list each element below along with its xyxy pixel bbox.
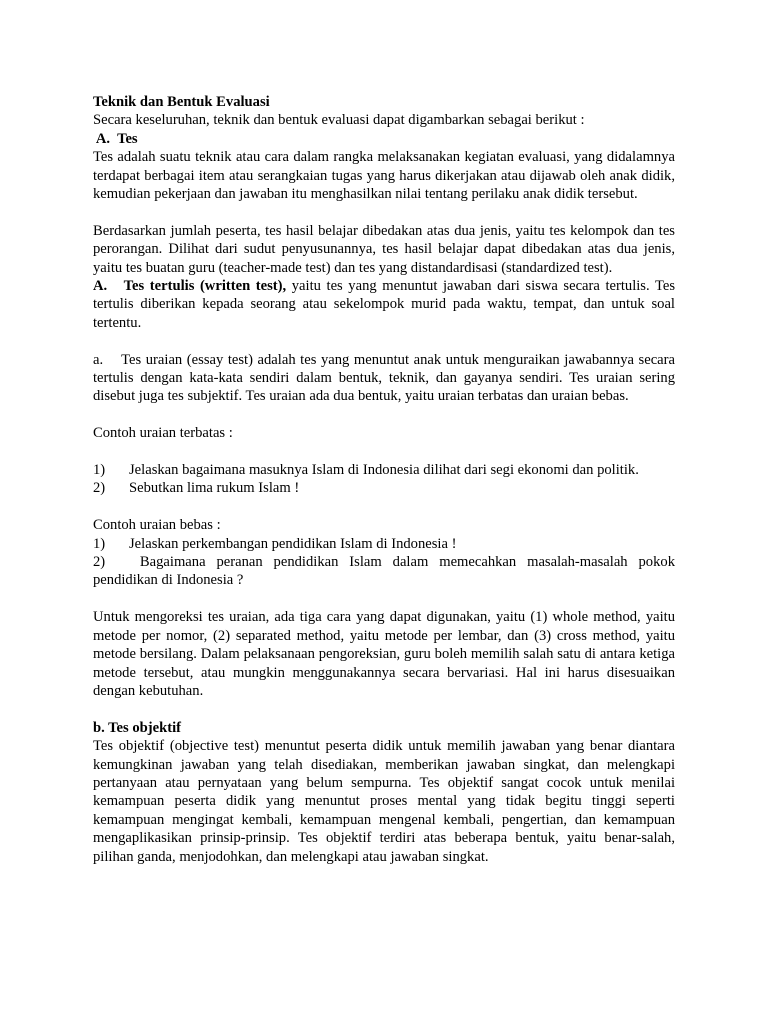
list-item: 1) Jelaskan bagaimana masuknya Islam di Indonesia dilihat dari segi ekonomi dan politik. [93,462,639,479]
limited-essay-heading: Contoh uraian terbatas : [93,425,233,442]
list-item: 1) Jelaskan perkembangan pendidikan Islam di Indonesia ! [93,535,457,552]
written-test-text: yaitu tes yang menuntut jawaban dari siswa secara tertulis. Tes tertulis diberikan kepada seorang atau sekelompok murid pada waktu, tempat, dan untuk soal tertentu. [93,278,676,331]
correction-methods-paragraph: Untuk mengoreksi tes uraian, ada tiga cara yang dapat digunakan, yaitu (1) whole method, yaitu metode per nomor, (2) separated method, yaitu metode per lembar, dan (3) cross method, yaitu metode bersilang. Dalam pelaksanaan pengoreksian, guru boleh memilih salah satu di antara ketiga metode tersebut, atau mungkin menggunakannya secara bervariasi. Hal ini harus disesuaikan dengan kebutuhan. [93,609,675,699]
section-a-heading: A. Tes [93,130,138,147]
list-item: 2) Bagaimana peranan pendidikan Islam dalam memecahkan masalah-masalah pokok pendidikan di Indonesia ? [93,554,675,589]
written-test-label: A. Tes tertulis (written test), [93,278,287,295]
free-essay-heading: Contoh uraian bebas : [93,517,221,534]
objective-test-paragraph: Tes objektif (objective test) menuntut peserta didik untuk memilih jawaban yang benar diantara kemungkinan jawaban yang telah disediakan, memberikan jawaban singkat, dan melengkapi pertanyaan atau pernyataan yang belum sempurna. Tes objektif sangat cocok untuk menilai kemampuan peserta didik yang menuntut proses mental yang tidak begitu tinggi seperti kemampuan mengingat kembali, kemampuan mengenal kembali, pengertian, dan kemampuan mengaplikasikan prinsip-prinsip. Tes objektif terdiri atas beberapa bentuk, yaitu benar-salah, pilihan ganda, menjodohkan, dan melengkapi atau jawaban singkat. [93,738,675,865]
essay-test-paragraph: a. Tes uraian (essay test) adalah tes yang menuntut anak untuk menguraikan jawabannya secara tertulis dengan kata-kata sendiri dalam bentuk, teknik, dan gayanya sendiri. Tes uraian sering disebut juga tes subjektif. Tes uraian ada dua bentuk, yaitu uraian terbatas dan uraian bebas. [93,351,679,405]
page-title: Teknik dan Bentuk Evaluasi [93,94,270,110]
written-test-paragraph [93,277,675,332]
document-body [93,93,679,866]
objective-test-heading: b. Tes objektif [93,719,181,736]
tes-definition-paragraph: Tes adalah suatu teknik atau cara dalam rangka melaksanakan kegiatan evaluasi, yang didalamnya terdapat berbagai item atau serangkaian tugas yang harus dikerjakan atau dijawab oleh anak didik, kemudian pekerjaan dan jawaban itu menghasilkan nilai tentang perilaku anak didik tersebut. [93,149,675,203]
list-item: 2) Sebutkan lima rukum Islam ! [93,480,300,497]
intro-paragraph: Secara keseluruhan, teknik dan bentuk evaluasi dapat digambarkan sebagai berikut : [93,112,585,129]
tes-types-paragraph: Berdasarkan jumlah peserta, tes hasil belajar dibedakan atas dua jenis, yaitu tes kelompok dan tes perorangan. Dilihat dari sudut penyusunannya, tes hasil belajar dapat dibedakan atas dua jenis, yaitu tes buatan guru (teacher-made test) dan tes yang distandardisasi (standardized test). [93,222,675,276]
